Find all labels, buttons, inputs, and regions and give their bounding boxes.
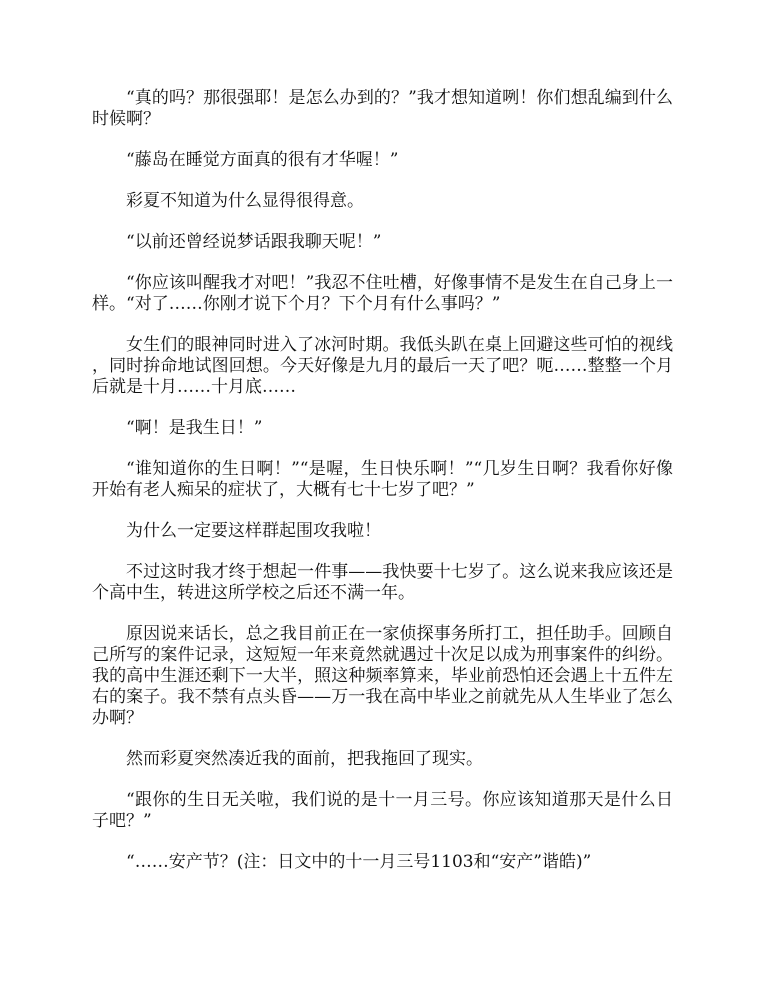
paragraph-8: “谁知道你的生日啊！”“是喔，生日快乐啊！”“几岁生日啊？我看你好像开始有老人痴呆的症状了，大概有七十七岁了吧？”: [92, 459, 673, 500]
paragraph-11: 原因说来话长，总之我目前正在一家侦探事务所打工，担任助手。回顾自己所写的案件记录，这短短一年来竟然就遇过十次足以成为刑事案件的纠纷。我的高中生涯还剩下一大半，照这种频率算来，毕业前恐怕还会遇上十五件左右的案子。我不禁有点头昏——万一我在高中毕业之前就先从人生毕业了怎么办啊？: [92, 624, 673, 728]
paragraph-3: 彩夏不知道为什么显得很得意。: [126, 191, 364, 211]
paragraph-7: “啊！是我生日！”: [126, 418, 263, 438]
paragraph-12: 然而彩夏突然凑近我的面前，把我拖回了现实。: [126, 749, 483, 769]
paragraph-6: 女生们的眼神同时进入了冰河时期。我低头趴在桌上回避这些可怕的视线，同时拚命地试图回想。今天好像是九月的最后一天了吧？呃……整整一个月后就是十月……十月底……: [92, 335, 673, 397]
paragraph-5: “你应该叫醒我才对吧！”我忍不住吐槽，好像事情不是发生在自己身上一样。“对了……你刚才说下个月？下个月有什么事吗？”: [92, 273, 673, 314]
paragraph-4: “以前还曾经说梦话跟我聊天呢！”: [126, 232, 382, 252]
paragraph-2: “藤岛在睡觉方面真的很有才华喔！”: [126, 150, 399, 170]
paragraph-14: “……安产节？(注：日文中的十一月三号1103和“安产”谐皓)”: [126, 852, 592, 872]
paragraph-13: “跟你的生日无关啦，我们说的是十一月三号。你应该知道那天是什么日子吧？”: [92, 790, 673, 831]
paragraph-10: 不过这时我才终于想起一件事——我快要十七岁了。这么说来我应该还是个高中生，转进这所学校之后还不满一年。: [92, 562, 673, 603]
paragraph-9: 为什么一定要这样群起围攻我啦！: [126, 521, 381, 541]
paragraph-1: “真的吗？那很强耶！是怎么办到的？”我才想知道咧！你们想乱编到什么时候啊？: [92, 88, 673, 129]
